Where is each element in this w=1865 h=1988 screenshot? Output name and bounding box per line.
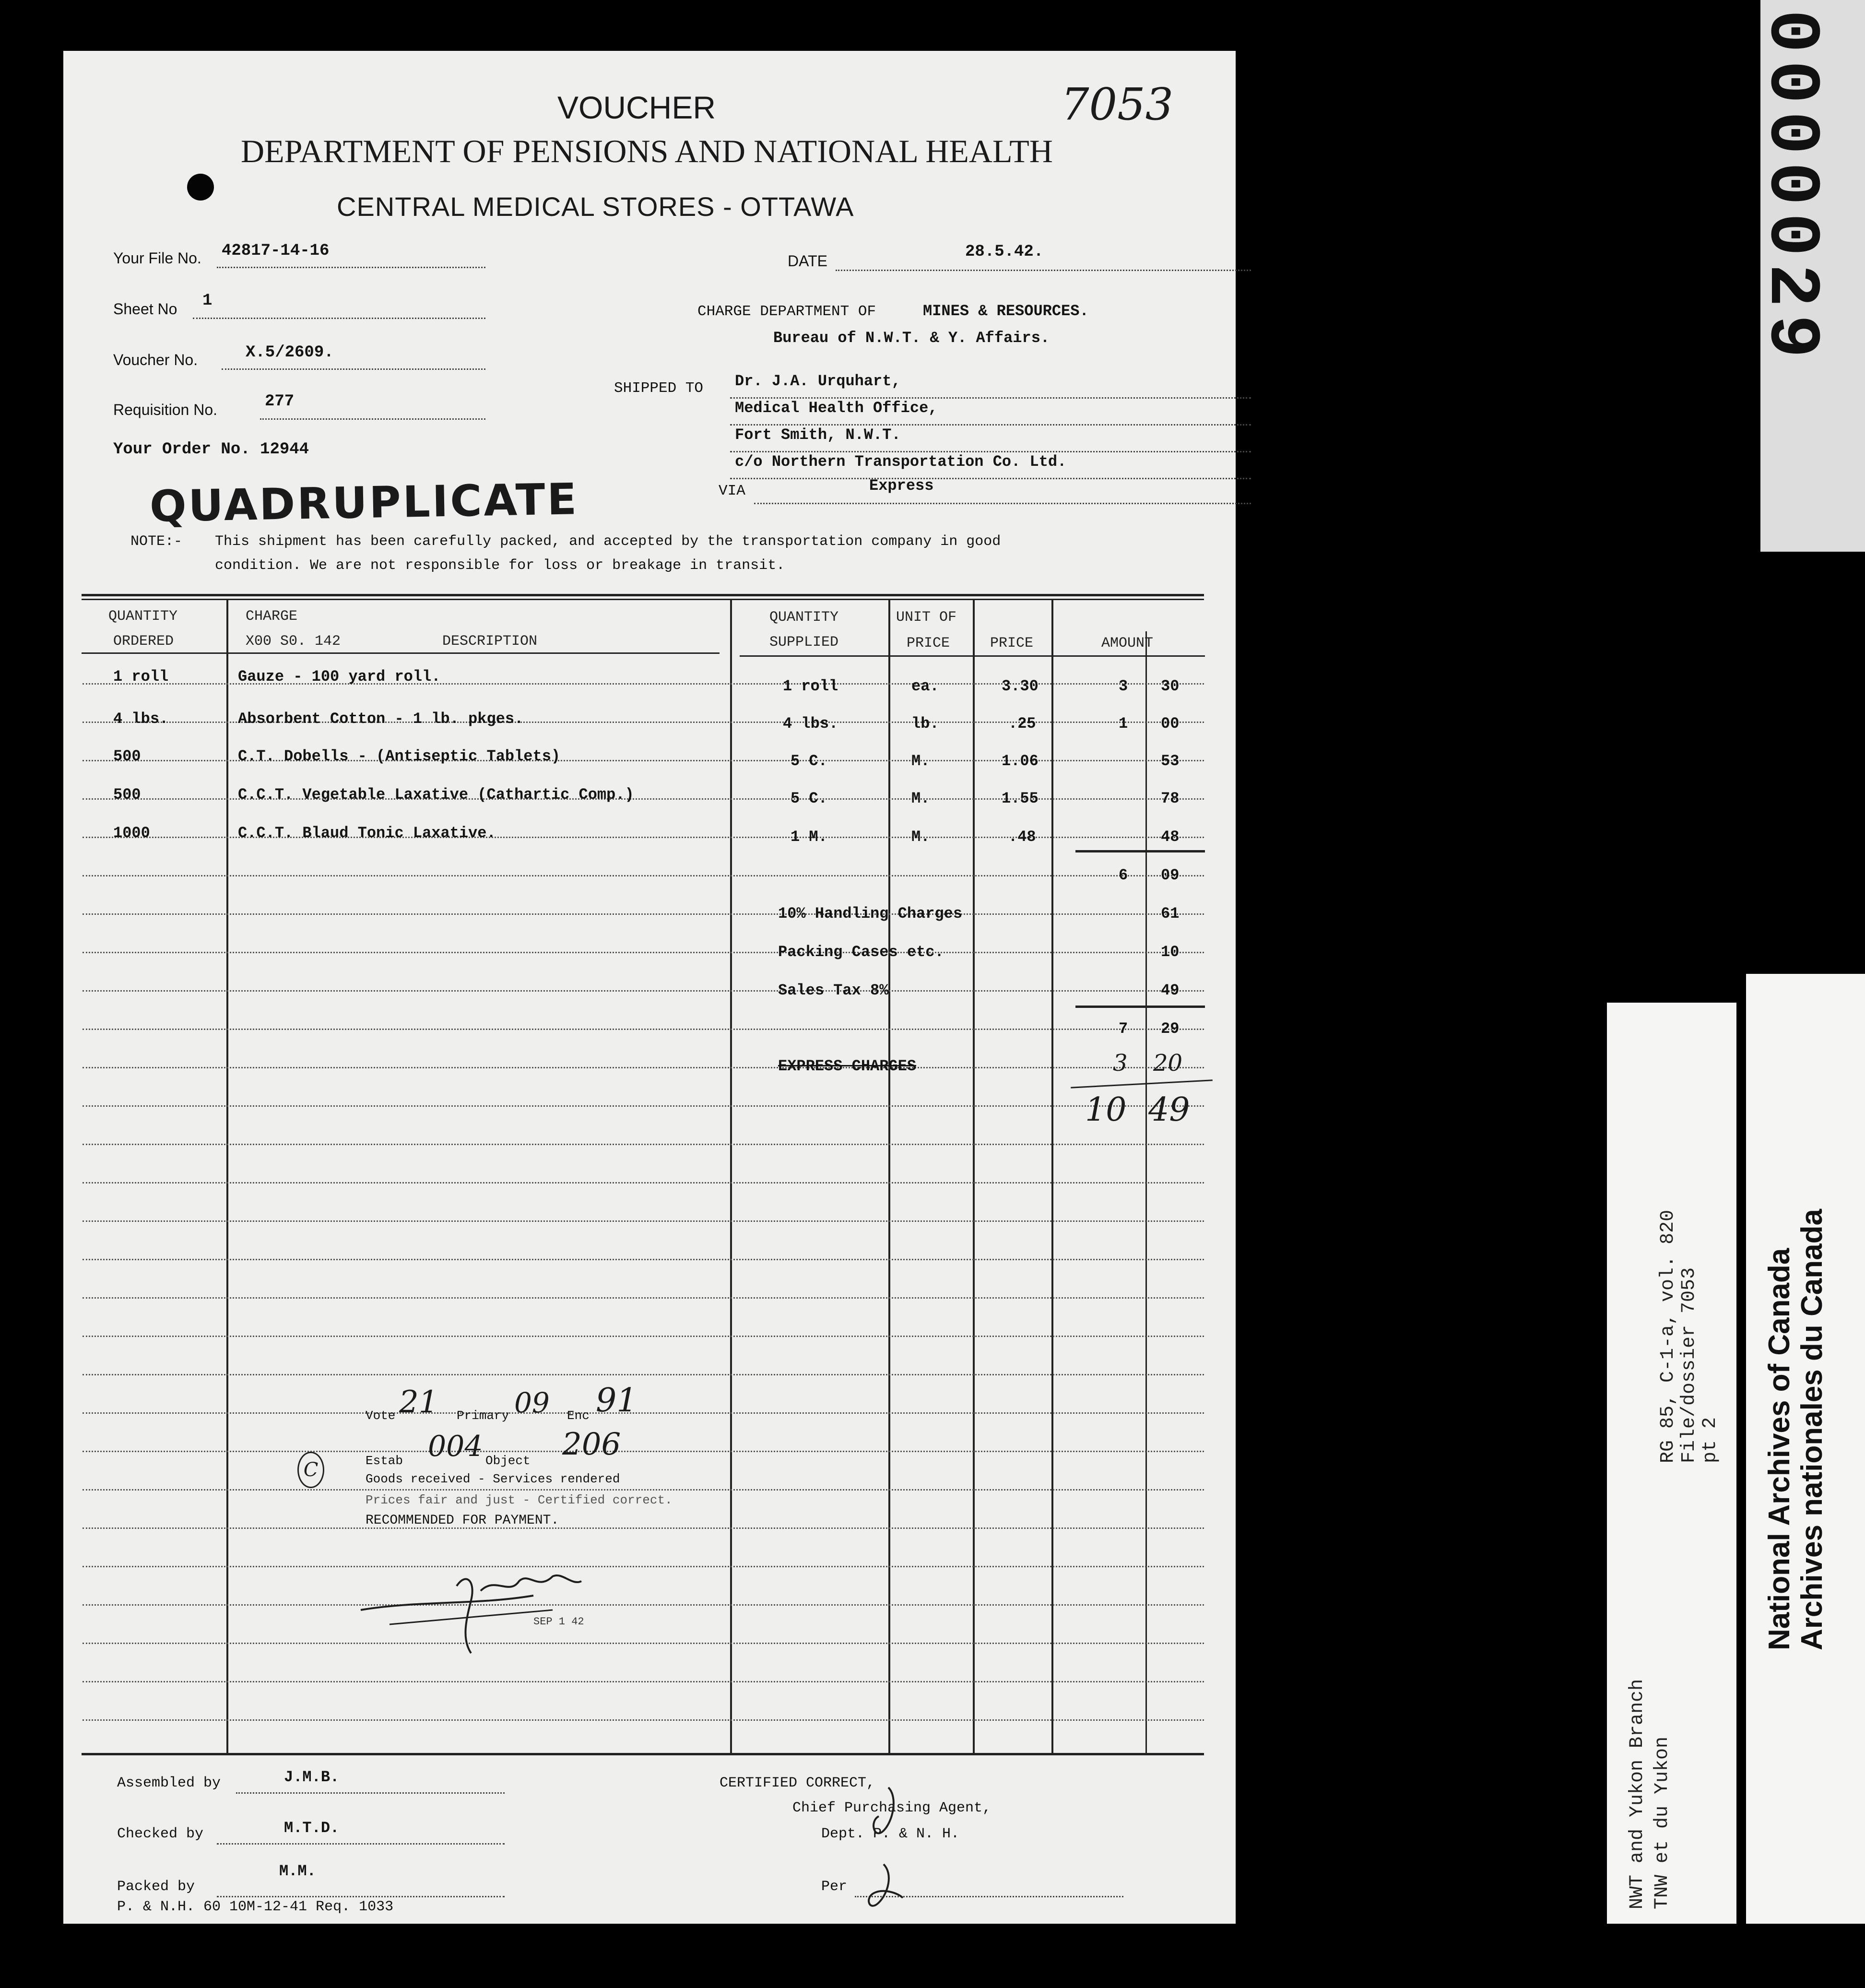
quadruplicate-stamp: QUADRUPLICATE — [149, 474, 579, 532]
per-label: Per — [821, 1879, 848, 1895]
object-value: 206 — [562, 1427, 621, 1462]
checked-label: Checked by — [117, 1826, 204, 1842]
row1-unit: ea. — [911, 677, 939, 695]
row2-unit: lb. — [911, 715, 939, 733]
recommended-line: RECOMMENDED FOR PAYMENT. — [366, 1513, 559, 1528]
hdr-amount: AMOUNT — [1101, 635, 1154, 651]
assembled-value: J.M.B. — [284, 1768, 340, 1786]
chief-purchasing-agent: Chief Purchasing Agent, — [792, 1800, 992, 1816]
row5-price: .48 — [1008, 828, 1036, 846]
row3-cents: 53 — [1161, 752, 1180, 770]
division-name: CENTRAL MEDICAL STORES - OTTAWA — [337, 191, 854, 222]
packed-value: M.M. — [279, 1862, 316, 1880]
note-line-1: This shipment has been carefully packed, and accepted by the transportation company in good — [215, 533, 1001, 550]
archive-branch-line-1: NWT and Yukon Branch — [1627, 1679, 1648, 1909]
hdr-qty-ordered-1: QUANTITY — [108, 608, 178, 625]
row1-cents: 30 — [1161, 677, 1180, 695]
folio-number: 7053 — [1061, 79, 1174, 130]
archive-reference-card — [1607, 1003, 1736, 1924]
charge-value-1: MINES & RESOURCES. — [923, 302, 1089, 320]
charge-label: CHARGE DEPARTMENT OF — [697, 303, 876, 320]
row2-supplied: 4 lbs. — [783, 715, 838, 733]
charge-value-2: Bureau of N.W.T. & Y. Affairs. — [773, 329, 1050, 347]
your-file-value: 42817-14-16 — [222, 242, 330, 260]
hdr-charge-1: CHARGE — [246, 608, 298, 625]
vote-value: 21 — [399, 1384, 438, 1420]
certified-correct: CERTIFIED CORRECT, — [720, 1775, 875, 1791]
shipped-line-3: Fort Smith, N.W.T. — [735, 426, 901, 444]
note-line-2: condition. We are not responsible for loss or breakage in transit. — [215, 557, 785, 574]
hdr-unit-2: PRICE — [907, 635, 950, 651]
hdr-qty-ordered-2: ORDERED — [113, 633, 174, 650]
hdr-qty-supplied-1: QUANTITY — [769, 609, 839, 626]
grand-total-cents: 49 — [1148, 1091, 1190, 1129]
department-name: DEPARTMENT OF PENSIONS AND NATIONAL HEALTH — [241, 133, 1053, 169]
row1-supplied: 1 roll — [783, 677, 838, 695]
date-value: 28.5.42. — [965, 243, 1044, 261]
row5-ordered: 1000 — [113, 824, 150, 842]
archive-ref-line-2: File/dossier 7053 — [1678, 1267, 1700, 1463]
row4-price: 1.55 — [1002, 790, 1039, 807]
svg-text:SEP 1 42: SEP 1 42 — [533, 1616, 584, 1628]
shipped-to-label: SHIPPED TO — [614, 380, 704, 397]
packing-label: Packing Cases etc. — [778, 943, 944, 961]
via-label: VIA — [719, 483, 745, 499]
row4-cents: 78 — [1161, 790, 1180, 807]
your-file-label: Your File No. — [113, 249, 201, 267]
voucher-value: X.5/2609. — [246, 343, 334, 362]
requisition-value: 277 — [265, 392, 295, 411]
vote-label: Vote — [366, 1408, 396, 1423]
shipped-line-2: Medical Health Office, — [735, 399, 938, 417]
handling-label: 10% Handling Charges — [778, 905, 963, 923]
archive-ref-text — [1658, 1210, 1721, 1463]
row5-unit: M. — [911, 828, 930, 846]
total-dollars: 7 — [1119, 1020, 1128, 1038]
row4-ordered: 500 — [113, 786, 141, 804]
date-label: DATE — [788, 252, 827, 270]
film-mark-digits: 0000029 — [1750, 10, 1831, 366]
hdr-charge-2: X00 S0. 142 — [246, 633, 341, 650]
row3-supplied: 5 C. — [791, 752, 827, 770]
hdr-qty-supplied-2: SUPPLIED — [769, 634, 839, 651]
row1-price: 3.30 — [1002, 677, 1039, 695]
packed-label: Packed by — [117, 1879, 195, 1895]
sales-tax-label: Sales Tax 8% — [778, 982, 889, 999]
requisition-label: Requisition No. — [113, 401, 217, 418]
circle-mark — [297, 1452, 324, 1488]
hdr-description: DESCRIPTION — [442, 633, 538, 650]
approval-signature — [351, 1528, 658, 1672]
row4-unit: M. — [911, 790, 930, 807]
estab-label: Estab — [366, 1454, 403, 1468]
row2-dollars: 1 — [1119, 715, 1128, 733]
via-value: Express — [869, 477, 934, 495]
dept-pnh: Dept. P. & N. H. — [821, 1826, 960, 1842]
order-number: Your Order No. 12944 — [113, 440, 309, 459]
hdr-price: PRICE — [990, 635, 1034, 651]
microfilm-frame-marks — [1750, 0, 1865, 552]
checked-value: M.T.D. — [284, 1819, 340, 1837]
shipped-line-4: c/o Northern Transportation Co. Ltd. — [735, 453, 1067, 471]
archive-ref-line-1: RG 85, C-1-a, vol. 820 — [1657, 1209, 1679, 1463]
express-cents: 20 — [1153, 1050, 1183, 1077]
row3-description: C.T. Dobells - (Antiseptic Tablets) — [238, 747, 561, 765]
row2-description: Absorbent Cotton - 1 lb. pkges. — [238, 710, 524, 728]
archive-branch-line-2: TNW et du Yukon — [1652, 1736, 1673, 1909]
subtotal-dollars: 6 — [1119, 866, 1128, 884]
row1-ordered: 1 roll — [113, 668, 169, 686]
express-label: EXPRESS CHARGES — [778, 1057, 917, 1075]
row3-price: 1.06 — [1002, 752, 1039, 770]
sales-tax-cents: 49 — [1161, 982, 1180, 999]
primary-value: 09 — [514, 1386, 550, 1419]
archive-name-card — [1746, 974, 1865, 1924]
per-signature — [840, 1778, 936, 1922]
row5-supplied: 1 M. — [791, 828, 827, 846]
row4-supplied: 5 C. — [791, 790, 827, 807]
enc-label: Enc — [567, 1408, 590, 1423]
express-dollars: 3 — [1113, 1050, 1128, 1077]
row2-price: .25 — [1008, 715, 1036, 733]
handling-cents: 61 — [1161, 905, 1180, 923]
grand-total-dollars: 10 — [1085, 1091, 1127, 1129]
voucher-label: Voucher No. — [113, 351, 198, 368]
circle-mark-letter: C — [303, 1459, 319, 1481]
packing-cents: 10 — [1161, 943, 1180, 961]
form-number: P. & N.H. 60 10M-12-41 Req. 1033 — [117, 1899, 394, 1915]
doc-title: VOUCHER — [557, 90, 716, 125]
row2-cents: 00 — [1161, 715, 1180, 733]
subtotal-cents: 09 — [1161, 866, 1180, 884]
row2-ordered: 4 lbs. — [113, 710, 169, 728]
note-label: NOTE:- — [130, 533, 183, 550]
archive-ref-line-3: pt 2 — [1700, 1417, 1721, 1463]
row3-unit: M. — [911, 752, 930, 770]
primary-label: Primary — [457, 1408, 509, 1423]
archive-name-line-1: National Archives of Canada — [1763, 1248, 1796, 1650]
row5-description: C.C.T. Blaud Tonic Laxative. — [238, 824, 496, 842]
goods-received-line: Goods received - Services rendered — [366, 1472, 620, 1486]
row1-description: Gauze - 100 yard roll. — [238, 668, 441, 686]
row4-description: C.C.T. Vegetable Laxative (Cathartic Comp.) — [238, 786, 634, 804]
archive-name-line-2: Archives nationales du Canada — [1795, 1209, 1829, 1650]
sheet-value: 1 — [202, 292, 212, 310]
sheet-label: Sheet No — [113, 300, 177, 318]
row5-cents: 48 — [1161, 828, 1180, 846]
shipped-line-1: Dr. J.A. Urquhart, — [735, 372, 901, 390]
assembled-label: Assembled by — [117, 1775, 221, 1791]
enc-value: 91 — [596, 1382, 637, 1420]
estab-value: 004 — [428, 1430, 483, 1463]
row3-ordered: 500 — [113, 747, 141, 765]
voucher-sheet — [63, 51, 1236, 1924]
object-label: Object — [485, 1454, 531, 1468]
ink-blot — [187, 174, 214, 201]
hdr-unit-1: UNIT OF — [896, 609, 957, 626]
prices-fair-line: Prices fair and just - Certified correct. — [366, 1493, 673, 1507]
archive-name-text — [1763, 1209, 1829, 1650]
archive-branch-text — [1625, 1679, 1675, 1909]
total-cents: 29 — [1161, 1020, 1180, 1038]
row1-dollars: 3 — [1119, 677, 1128, 695]
